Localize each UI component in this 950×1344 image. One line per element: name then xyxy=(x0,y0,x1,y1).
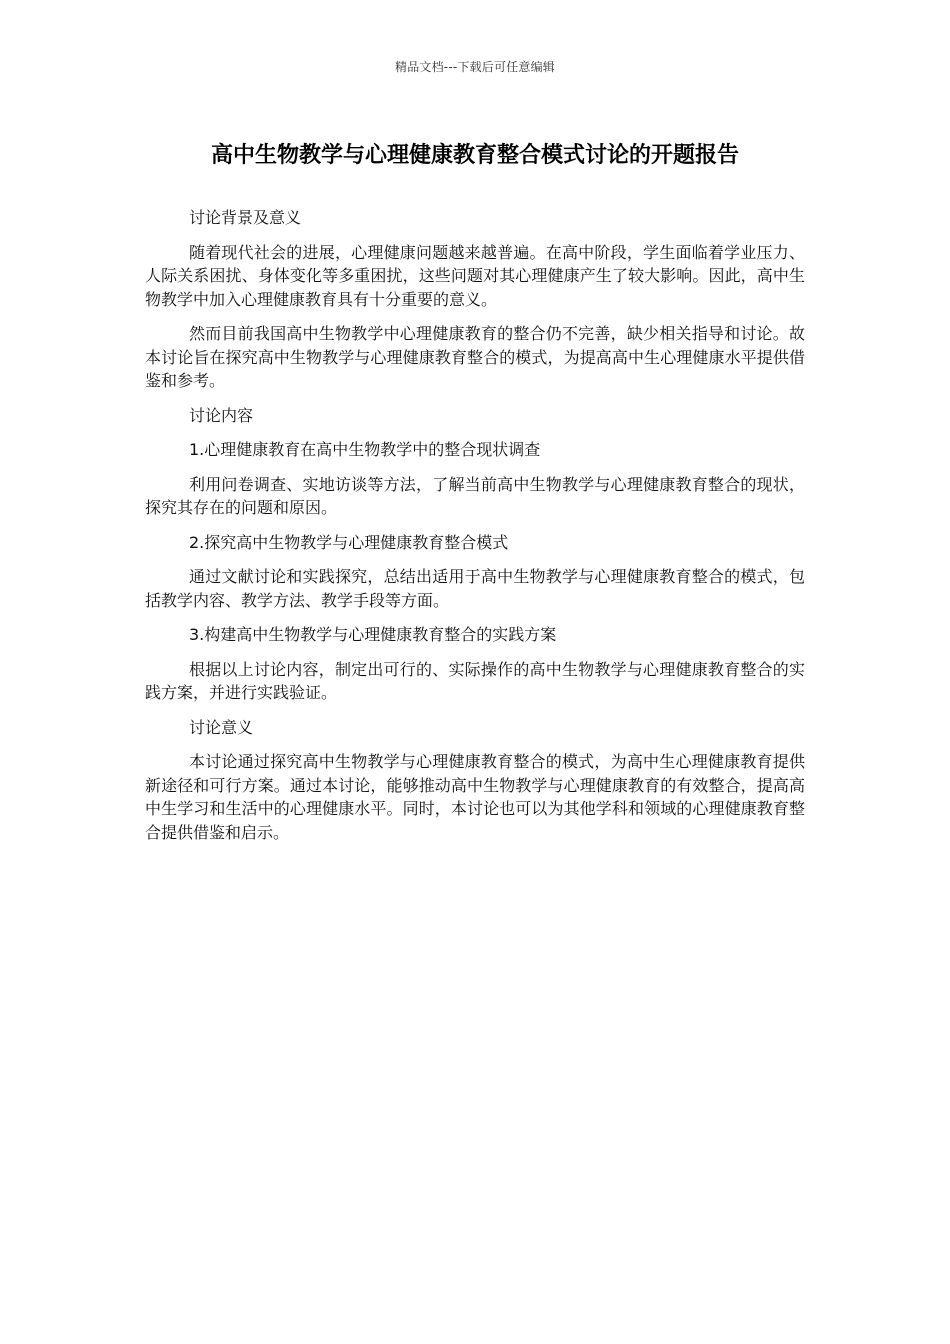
paragraph-content-3: 根据以上讨论内容，制定出可行的、实际操作的高中生物教学与心理健康教育整合的实践方案，并进行实践验证。 xyxy=(145,659,805,702)
document-title: 高中生物教学与心理健康教育整合模式讨论的开题报告 xyxy=(210,143,739,168)
section-heading-content: 讨论内容 xyxy=(189,405,254,425)
header-note: 精品文档---下载后可任意编辑 xyxy=(395,60,555,74)
paragraph-background-2: 然而目前我国高中生物教学中心理健康教育的整合仍不完善，缺少相关指导和讨论。故本讨论旨在探究高中生物教学与心理健康教育整合的模式，为提高高中生心理健康水平提供借鉴和参考。 xyxy=(145,324,805,390)
paragraph-significance: 本讨论通过探究高中生物教学与心理健康教育整合的模式，为高中生心理健康教育提供新途径和可行方案。通过本讨论，能够推动高中生物教学与心理健康教育的有效整合，提高高中生学习和生活中的心理健康水平。同时，本讨论也可以为其他学科和领域的心理健康教育整合提供借鉴和启示。 xyxy=(145,752,805,842)
document-body xyxy=(145,206,805,855)
paragraph-content-2: 通过文献讨论和实践探究，总结出适用于高中生物教学与心理健康教育整合的模式，包括教学内容、教学方法、教学手段等方面。 xyxy=(145,567,805,610)
section-heading-significance: 讨论意义 xyxy=(189,717,254,737)
section-heading-background: 讨论背景及意义 xyxy=(189,208,302,227)
paragraph-background-1: 随着现代社会的进展，心理健康问题越来越普遍。在高中阶段，学生面临着学业压力、人际关系困扰、身体变化等多重困扰，这些问题对其心理健康产生了较大影响。因此，高中生物教学中加入心理健康教育具有十分重要的意义。 xyxy=(145,242,805,309)
subheading-1: 1.心理健康教育在高中生物教学中的整合现状调查 xyxy=(189,440,541,459)
subheading-3: 3.构建高中生物教学与心理健康教育整合的实践方案 xyxy=(189,625,557,644)
paragraph-content-1: 利用问卷调查、实地访谈等方法，了解当前高中生物教学与心理健康教育整合的现状，探究其存在的问题和原因。 xyxy=(145,474,805,517)
subheading-2: 2.探究高中生物教学与心理健康教育整合模式 xyxy=(189,532,509,552)
